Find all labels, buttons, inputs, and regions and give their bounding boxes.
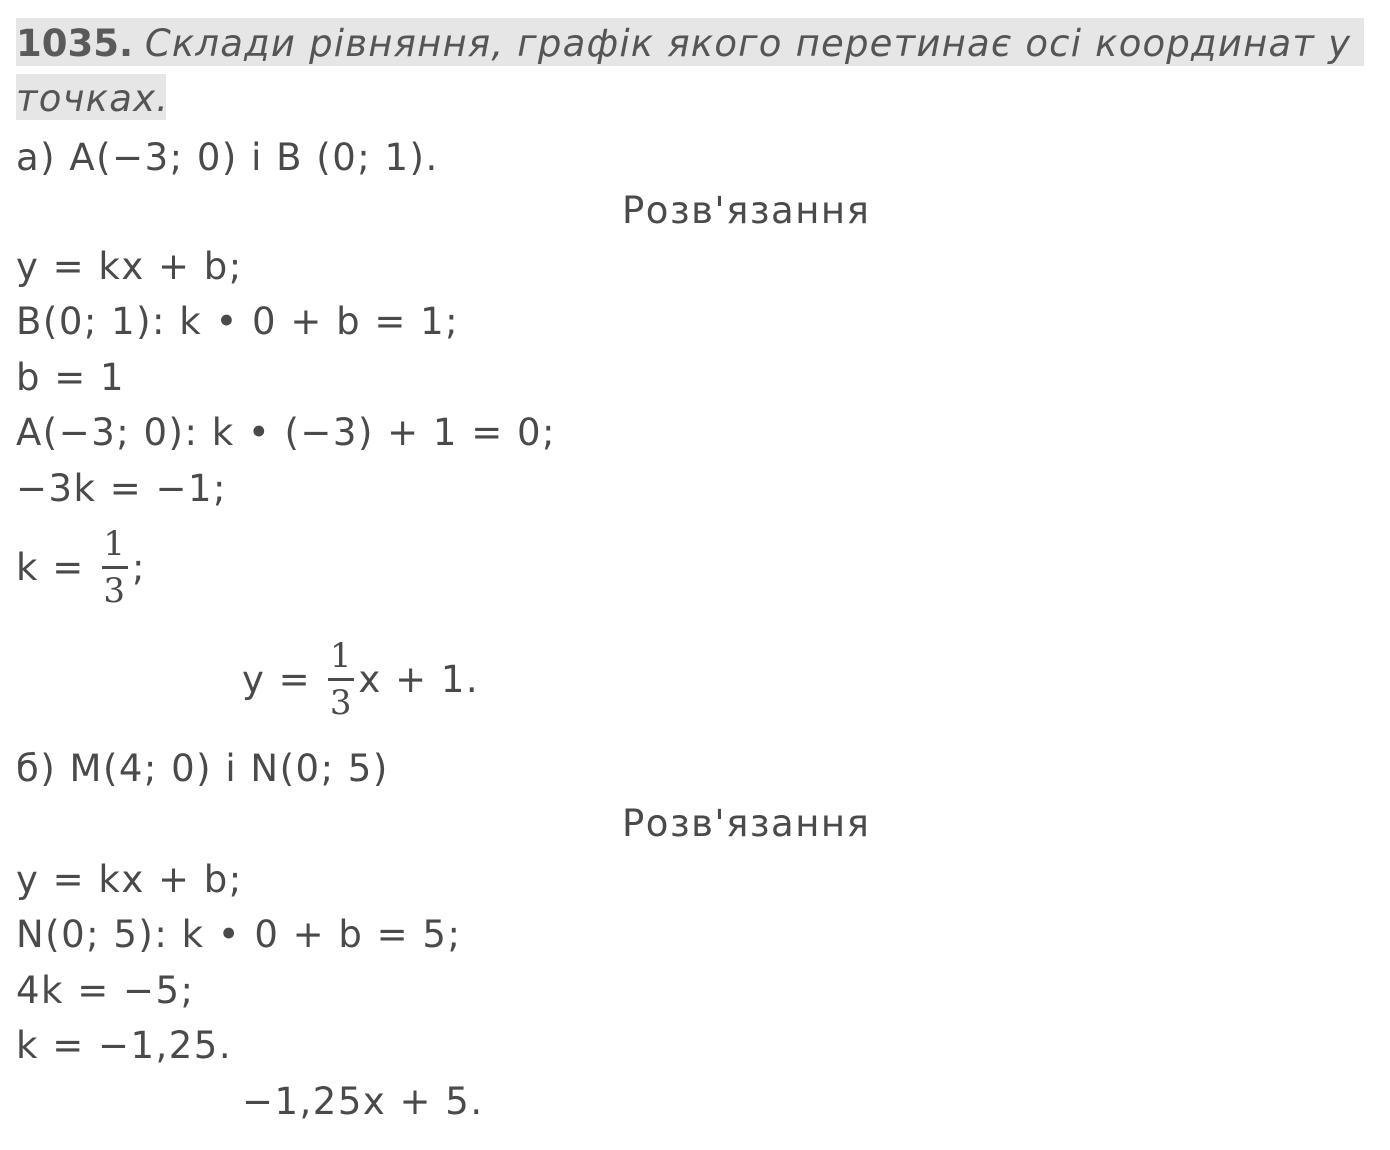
- part-b-condition: б) M(4; 0) і N(0; 5): [16, 747, 389, 790]
- part-a-k-value: [16, 524, 146, 611]
- part-b-step-3: 4k = −5;: [16, 969, 195, 1012]
- part-a-step-5: −3k = −1;: [16, 467, 228, 510]
- task-text-line2: точках.: [16, 77, 170, 120]
- part-b-answer: −1,25x + 5.: [242, 1080, 484, 1123]
- part-a-step-2: B(0; 1): k • 0 + b = 1;: [16, 300, 460, 343]
- part-b-step-1: y = kx + b;: [16, 858, 243, 901]
- part-a-step-1: y = kx + b;: [16, 245, 243, 288]
- part-a-step-3: b = 1: [16, 356, 126, 399]
- part-a-answer: [242, 636, 479, 723]
- fraction-bar: [102, 566, 128, 569]
- part-a-answer-fraction: [328, 636, 354, 723]
- fraction-bar: [328, 678, 354, 681]
- part-a-condition: а) A(−3; 0) і B (0; 1).: [16, 136, 439, 179]
- part-a-answer-prefix: y =: [242, 658, 325, 701]
- part-a-answer-suffix: x + 1.: [358, 658, 480, 701]
- part-a-answer-numerator: 1: [329, 636, 353, 676]
- part-a-k-suffix: ;: [131, 546, 146, 589]
- part-a-step-4: A(−3; 0): k • (−3) + 1 = 0;: [16, 411, 556, 454]
- part-a-answer-denominator: 3: [329, 683, 353, 723]
- part-a-k-fraction: [102, 524, 128, 611]
- task-number: 1035.: [16, 22, 134, 65]
- part-b-step-4: k = −1,25.: [16, 1024, 233, 1067]
- part-a-solution-title: Розв'язання: [622, 189, 871, 232]
- task-text-line1: Склади рівняння, графік якого перетинає осі координат у: [144, 22, 1352, 65]
- part-a-k-prefix: k =: [16, 546, 98, 589]
- part-b-step-2: N(0; 5): k • 0 + b = 5;: [16, 913, 462, 956]
- part-a-k-numerator: 1: [103, 524, 127, 564]
- task-header: [16, 18, 1351, 70]
- part-b-solution-title: Розв'язання: [622, 802, 871, 845]
- part-a-k-denominator: 3: [103, 571, 127, 611]
